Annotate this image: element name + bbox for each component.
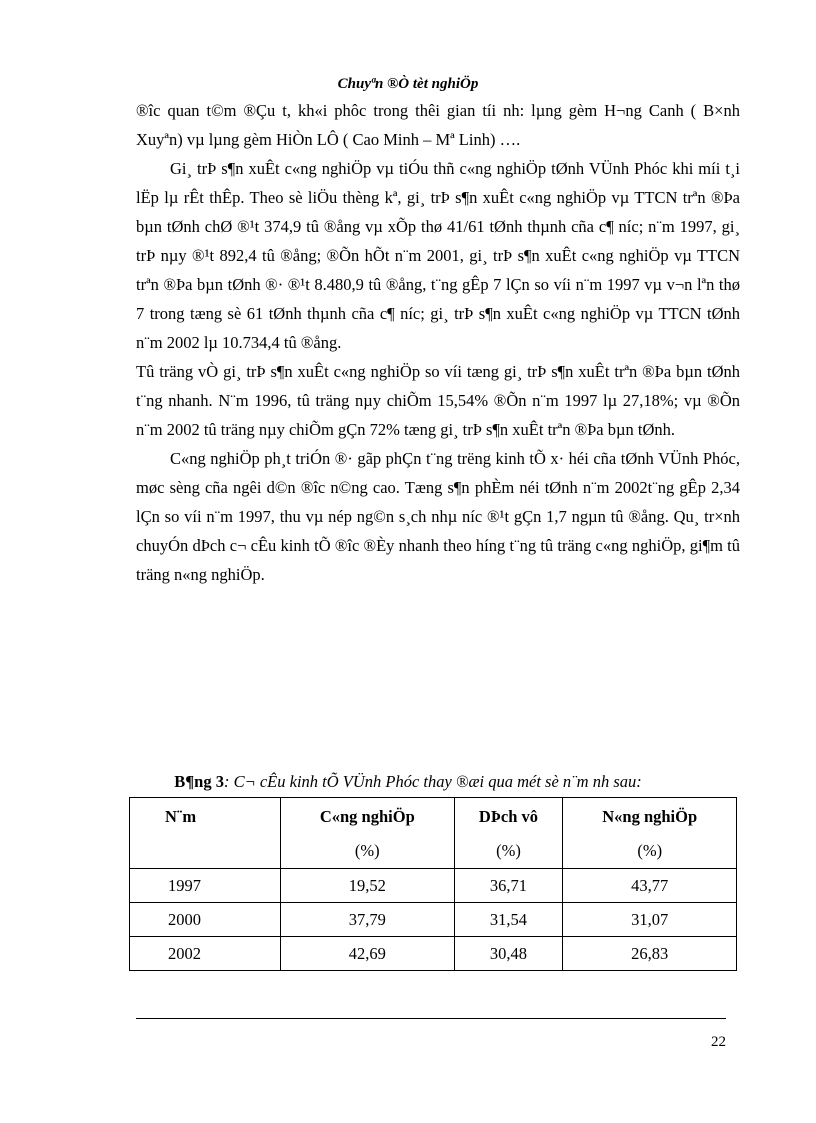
header-label: DÞch vô [478,807,539,826]
header-unit: (%) [496,841,521,860]
footer-divider [136,1018,726,1019]
cell-industry: 19,52 [281,869,455,903]
header-label: N«ng nghiÖp [602,807,698,826]
cell-year: 2002 [130,937,281,971]
cell-agriculture: 43,77 [563,869,737,903]
header-label: C«ng nghiÖp [319,807,415,826]
table-row [130,869,737,903]
table-caption-text: : C¬ cÊu kinh tÕ VÜnh Phóc thay ®æi qua mét sè n¨m nh sau: [223,772,642,791]
header-year [130,798,281,869]
paragraph: C«ng nghiÖp ph¸t triÓn ®· gãp phÇn t¨ng trëng kinh tÕ x· héi cña tØnh VÜnh Phóc, møc sèng cña ngêi d©n ®îc n©ng cao. Tæng s¶n phÈm néi tØnh n¨m 2002t¨ng gÊp 2,34 lÇn so víi n¨m 1997, thu vµ nép ng©n s¸ch nhµ níc ®¹t gÇn 1,7 ngµn tû ®ång. Qu¸ tr×nh chuyÓn dÞch c¬ cÊu kinh tÕ ®îc ®Èy nhanh theo híng t¨ng tû träng c«ng nghiÖp, gi¶m tû träng n«ng nghiÖp. [136,449,740,584]
paragraph: Gi¸ trÞ s¶n xuÊt c«ng nghiÖp vµ tiÓu thñ c«ng nghiÖp tØnh VÜnh Phóc khi míi t¸i lËp lµ rÊt thÊp. Theo sè liÖu thèng kª, gi¸ trÞ s¶n xuÊt c«ng nghiÖp vµ TTCN trªn ®Þa bµn tØnh chØ ®¹t 374,9 tû ®ång vµ xÕp thø 41/61 tØnh thµnh cña c¶ níc; n¨m 1997, gi¸ trÞ nµy ®¹t 892,4 tû ®ång; ®Õn hÕt n¨m 2001, gi¸ trÞ s¶n xuÊt c«ng nghiÖp vµ TTCN trªn ®Þa bµn tØnh ®· ®¹t 8.480,9 tû ®ång, t¨ng gÊp 7 lÇn so víi n¨m 1997 vµ v¬n lªn thø 7 trong tæng sè 61 tØnh thµnh cña c¶ níc; gi¸ trÞ s¶n xuÊt c«ng nghiÖp vµ TTCN tØnh n¨m 2002 lµ 10.734,4 tû ®ång. [136,159,740,352]
cell-services: 36,71 [454,869,563,903]
table-row [130,903,737,937]
cell-year: 2000 [130,903,281,937]
table-header-row [130,798,737,869]
paragraph: Tû träng vÒ gi¸ trÞ s¶n xuÊt c«ng nghiÖp so víi tæng gi¸ trÞ s¶n xuÊt trªn ®Þa bµn tØnh t¨ng nhanh. N¨m 1996, tû träng nµy chiÕm 15,54% ®Õn n¨m 1997 lµ 27,18%; vµ ®Õn n¨m 2002 tû träng nµy chiÕm gÇn 72% tæng gi¸ trÞ s¶n xuÊt trªn ®Þa bµn tØnh. [136,362,740,439]
header-services [454,798,563,869]
cell-services: 31,54 [454,903,563,937]
document-body [136,96,740,589]
header-agriculture [563,798,737,869]
header-industry [281,798,455,869]
header-label: N¨m [165,807,197,826]
cell-agriculture: 31,07 [563,903,737,937]
cell-industry: 37,79 [281,903,455,937]
cell-agriculture: 26,83 [563,937,737,971]
header-unit: (%) [354,841,380,860]
cell-services: 30,48 [454,937,563,971]
header-unit: (%) [637,841,663,860]
page-header-title: Chuyªn ®Ò tèt nghiÖp [337,76,479,92]
cell-industry: 42,69 [281,937,455,971]
table-caption [0,772,816,792]
cell-year: 1997 [130,869,281,903]
table-row [130,937,737,971]
page-number: 22 [711,1034,726,1050]
paragraph: ®îc quan t©m ®Çu t, kh«i phôc trong thêi gian tíi nh: lµng gèm H¬ng Canh ( B×nh Xuyªn) vµ lµng gèm HiÒn LÔ ( Cao Minh – Mª Linh) …. [136,101,740,149]
economic-structure-table [129,797,737,971]
table-caption-label: B¶ng 3 [174,772,224,791]
